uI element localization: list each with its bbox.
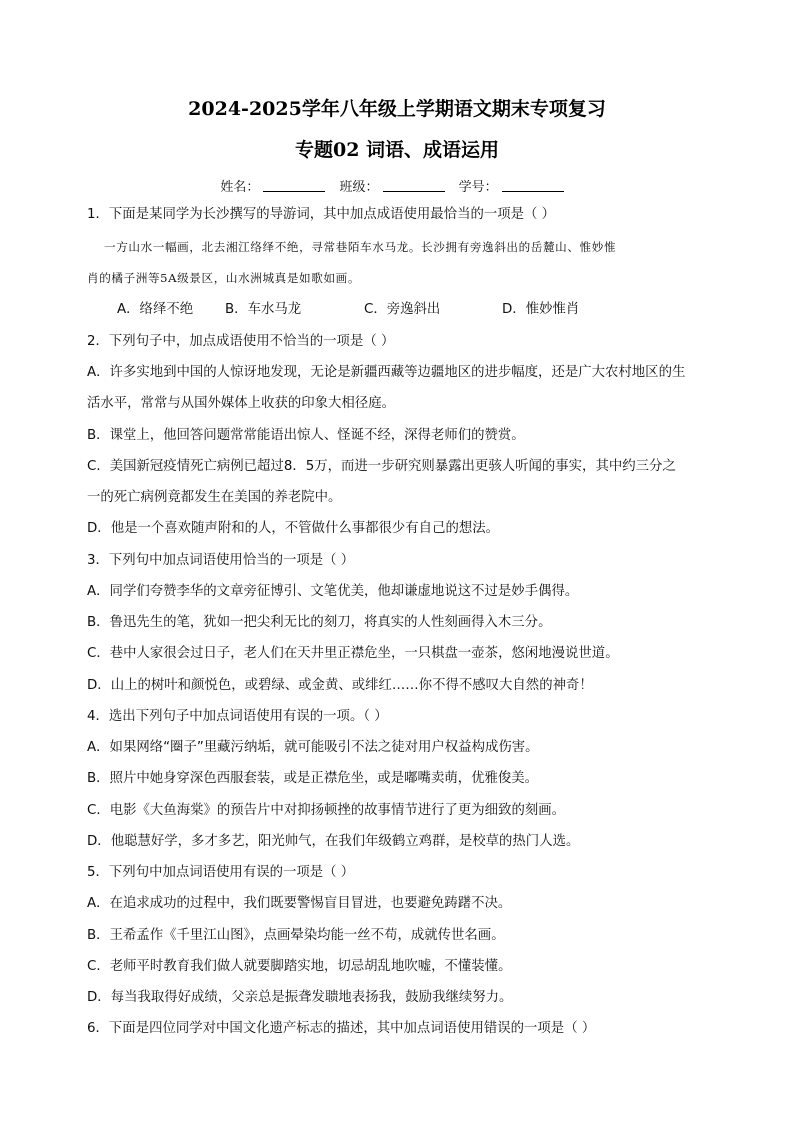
question-1-passage-line-2: 肖的橘子洲等5A级景区，山水洲城真是如歌如画。 (87, 271, 361, 285)
document-subtitle: 专题02 词语、成语运用 (294, 139, 500, 161)
question-5-option-b: B．王希孟作《千里江山图》，点画晕染均能一丝不苟，成就传世名画。 (87, 928, 505, 943)
question-2-stem: 2．下列句子中，加点成语使用不恰当的一项是（ ） (87, 334, 395, 349)
question-4-option-b: B．照片中她身穿深色西服套装，或是正襟危坐，或是嘟嘴卖萌，优雅俊美。 (87, 771, 539, 786)
question-4-option-d: D．他聪慧好学，多才多艺，阳光帅气，在我们年级鹤立鸡群，是校草的热门人选。 (87, 834, 580, 849)
question-2-option-a-line-2: 活水平，常常与从国外媒体上收获的印象大相径庭。 (87, 396, 395, 411)
question-5-option-d: D．每当我取得好成绩，父亲总是振聋发聩地表扬我，鼓励我继续努力。 (87, 990, 513, 1005)
class-label: 班级： (339, 180, 379, 195)
question-3-option-b: B．鲁迅先生的笔，犹如一把尖利无比的刻刀，将真实的人性刻画得入木三分。 (87, 615, 552, 630)
question-2-option-d: D．他是一个喜欢随声附和的人，不管做什么事都很少有自己的想法。 (87, 521, 500, 536)
question-2-option-c-line-1: C．美国新冠疫情死亡病例已超过8．5万，而进一步研究则暴露出更骇人听闻的事实，其中约三分之 (87, 459, 676, 474)
class-blank[interactable] (383, 179, 445, 192)
id-blank[interactable] (502, 179, 564, 192)
question-3-option-a: A．同学们夸赞李华的文章旁征博引、文笔优美，他却谦虚地说这不过是妙手偶得。 (87, 584, 579, 599)
question-1-option-d: D．惟妙惟肖 (502, 302, 580, 317)
document-title: 2024-2025学年八年级上学期语文期末专项复习 (188, 98, 606, 120)
question-2-option-b: B．课堂上，他回答问题常常能语出惊人、怪诞不经，深得老师们的赞赏。 (87, 428, 525, 443)
question-2-option-c-line-2: 一的死亡病例竟都发生在美国的养老院中。 (87, 490, 342, 505)
student-info-row (0, 176, 794, 195)
question-3-option-c: C．巷中人家很会过日子，老人们在天井里正襟危坐，一只棋盘一壶茶，悠闲地漫说世道。 (87, 646, 619, 661)
question-4-stem: 4．选出下列句子中加点词语使用有误的一项。（ ） (87, 709, 388, 724)
question-4-option-a: A．如果网络“圈子”里藏污纳垢，就可能吸引不法之徒对用户权益构成伤害。 (87, 740, 539, 755)
question-1-option-a: A．络绎不绝 (117, 302, 194, 317)
question-5-stem: 5．下列句中加点词语使用有误的一项是（ ） (87, 865, 355, 880)
question-4-option-c: C．电影《大鱼海棠》的预告片中对抑扬顿挫的故事情节进行了更为细致的刻画。 (87, 803, 566, 818)
question-1-option-b: B．车水马龙 (225, 302, 302, 317)
question-6-stem: 6．下面是四位同学对中国文化遗产标志的描述，其中加点词语使用错误的一项是（ ） (87, 1021, 596, 1036)
id-label: 学号： (458, 180, 498, 195)
question-5-option-a: A．在追求成功的过程中，我们既要警惕盲目冒进，也要避免踌躇不决。 (87, 896, 512, 911)
question-5-option-c: C．老师平时教育我们做人就要脚踏实地，切忌胡乱地吹嘘，不懂装懂。 (87, 959, 512, 974)
question-1-option-c: C．旁逸斜出 (364, 302, 441, 317)
question-2-option-a-line-1: A．许多实地到中国的人惊讶地发现，无论是新疆西藏等边疆地区的进步幅度，还是广大农村地区的生 (87, 365, 686, 380)
name-blank[interactable] (263, 179, 325, 192)
question-1-stem: 1．下面是某同学为长沙撰写的导游词，其中加点成语使用最恰当的一项是（ ） (87, 207, 556, 222)
question-3-option-d: D．山上的树叶和颜悦色，或碧绿、或金黄、或绯红……你不得不感叹大自然的神奇！ (87, 678, 593, 693)
question-1-passage-line-1: 一方山水一幅画，北去湘江络绎不绝，寻常巷陌车水马龙。长沙拥有旁逸斜出的岳麓山、惟妙惟 (104, 240, 617, 254)
question-3-stem: 3．下列句中加点词语使用恰当的一项是（ ） (87, 553, 355, 568)
name-label: 姓名： (220, 180, 260, 195)
